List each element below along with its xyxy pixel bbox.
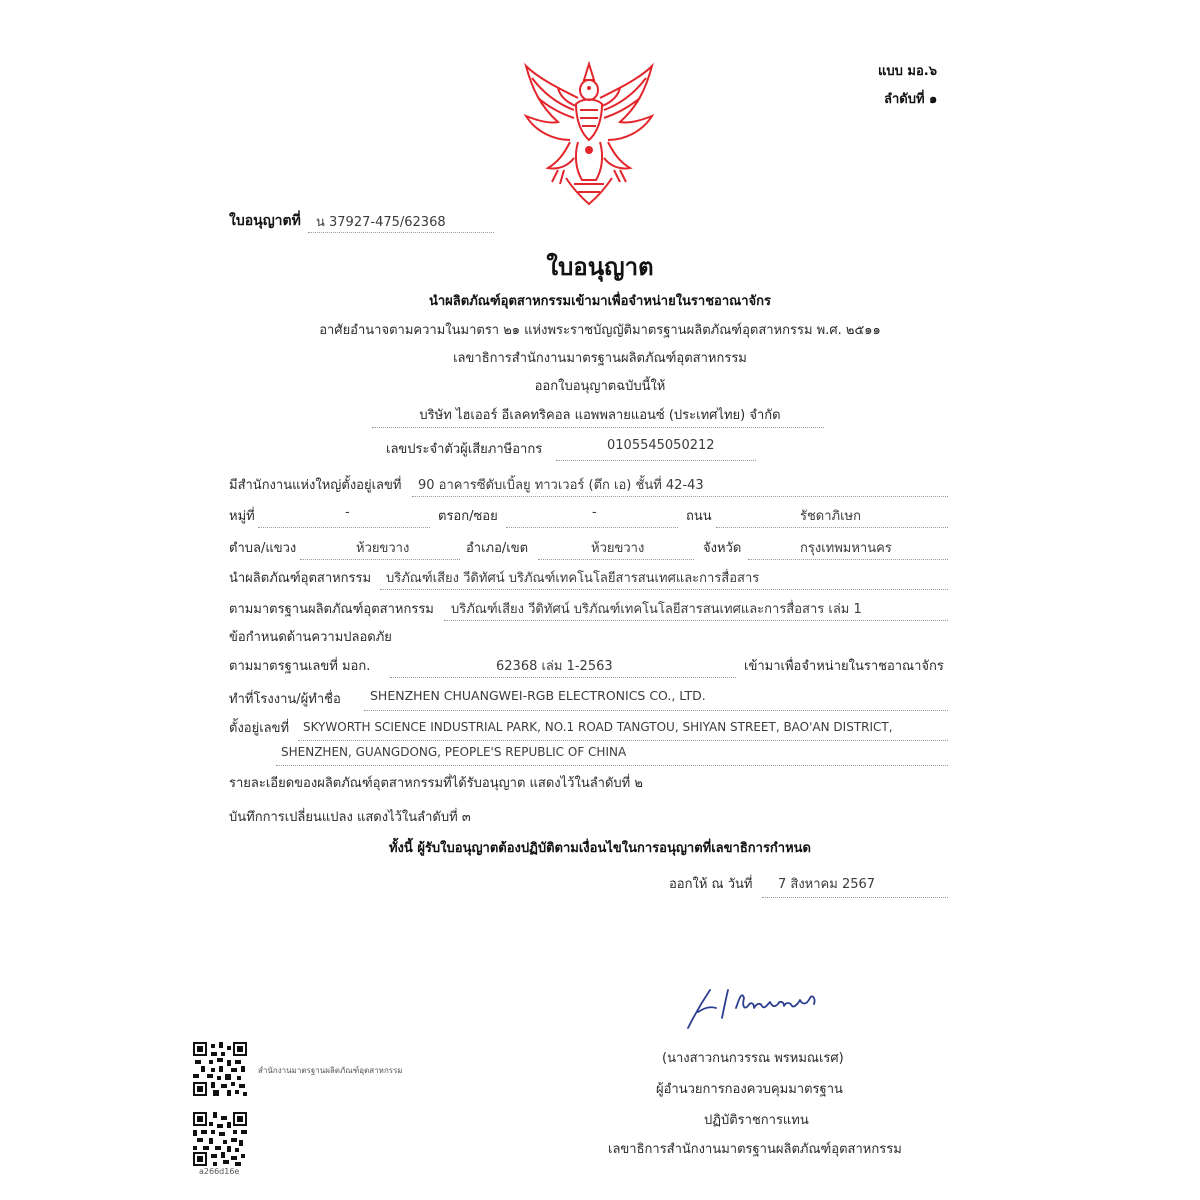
province-line — [748, 559, 948, 560]
soi-label: ตรอก/ซอย — [438, 509, 498, 524]
standard-line2: ข้อกำหนดด้านความปลอดภัย — [229, 630, 392, 645]
tambon-label: ตำบล/แขวง — [229, 541, 297, 556]
product-value: บริภัณฑ์เสียง วีดิทัศน์ บริภัณฑ์เทคโนโลยีสารสนเทศและการสื่อสาร — [386, 571, 760, 586]
factory-address-line-1: SKYWORTH SCIENCE INDUSTRIAL PARK, NO.1 ROAD TANGTOU, SHIYAN STREET, BAO'AN DISTRICT, — [303, 720, 893, 734]
road-line — [716, 527, 948, 528]
factory-value: SHENZHEN CHUANGWEI-RGB ELECTRONICS CO., LTD. — [370, 688, 706, 703]
license-no-value: น 37927-475/62368 — [316, 215, 446, 230]
license-no-label: ใบอนุญาตที่ — [229, 213, 301, 229]
factory-address-rule-2 — [276, 765, 948, 766]
amphoe-line — [538, 559, 694, 560]
province-value: กรุงเทพมหานคร — [800, 541, 892, 556]
tambon-line — [300, 559, 460, 560]
authority-line-2: เลขาธิการสำนักงานมาตรฐานผลิตภัณฑ์อุตสาหกรรม — [453, 351, 747, 366]
signatory-name: (นางสาวกนกวรรณ พรหมณเรศ) — [662, 1051, 844, 1066]
office-line — [412, 496, 948, 497]
issued-label: ออกให้ ณ วันที่ — [669, 877, 753, 892]
factory-line — [364, 710, 948, 711]
license-no-line — [308, 232, 494, 233]
qr-code-id: a266d16e — [199, 1167, 240, 1176]
form-code: แบบ มอ.๖ — [878, 64, 937, 79]
moo-line — [258, 527, 430, 528]
factory-address-rule-1 — [298, 740, 948, 741]
issued-line — [762, 897, 948, 898]
amphoe-value: ห้วยขวาง — [591, 541, 645, 556]
amphoe-label: อำเภอ/เขต — [466, 541, 529, 556]
authority-line-3: ออกใบอนุญาตฉบับนี้ให้ — [534, 379, 666, 394]
soi-value: - — [592, 505, 597, 520]
office-label: มีสำนักงานแห่งใหญ่ตั้งอยู่เลขที่ — [229, 478, 402, 493]
product-line — [380, 589, 948, 590]
standard-value: บริภัณฑ์เสียง วีดิทัศน์ บริภัณฑ์เทคโนโลยีสารสนเทศและการสื่อสาร เล่ม 1 — [451, 602, 862, 617]
signatory-position: ผู้อำนวยการกองควบคุมมาตรฐาน — [656, 1082, 843, 1097]
authority-line-1: อาศัยอำนาจตามความในมาตรา ๒๑ แห่งพระราชบัญญัติมาตรฐานผลิตภัณฑ์อุตสาหกรรม พ.ศ. ๒๕๑๑ — [319, 323, 881, 338]
qr-caption: สำนักงานมาตรฐานผลิตภัณฑ์อุตสาหกรรม — [258, 1066, 403, 1075]
moo-value: - — [345, 505, 350, 520]
tax-id-line — [556, 460, 756, 461]
page-order: ลำดับที่ ๑ — [884, 92, 938, 107]
signatory-title: เลขาธิการสำนักงานมาตรฐานผลิตภัณฑ์อุตสาหกรรม — [608, 1142, 902, 1157]
signature — [684, 978, 834, 1034]
factory-address-line-2: SHENZHEN, GUANGDONG, PEOPLE'S REPUBLIC OF CHINA — [281, 745, 627, 759]
changes-note: บันทึกการเปลี่ยนแปลง แสดงไว้ในลำดับที่ ๓ — [229, 810, 471, 825]
office-value: 90 อาคารซีดับเบิ้ลยู ทาวเวอร์ (ตึก เอ) ชั้นที่ 42-43 — [418, 478, 704, 493]
std-no-value: 62368 เล่ม 1-2563 — [496, 659, 613, 674]
company-line — [372, 427, 824, 428]
condition-note: ทั้งนี้ ผู้รับใบอนุญาตต้องปฏิบัติตามเงื่อนไขในการอนุญาตที่เลขาธิการกำหนด — [388, 841, 811, 856]
std-no-label: ตามมาตรฐานเลขที่ มอก. — [229, 659, 371, 674]
tambon-value: ห้วยขวาง — [356, 541, 410, 556]
product-label: นำผลิตภัณฑ์อุตสาหกรรม — [229, 571, 372, 586]
standard-line — [444, 620, 948, 621]
soi-line — [506, 527, 678, 528]
road-value: รัชดาภิเษก — [800, 509, 862, 524]
std-no-line — [390, 677, 736, 678]
factory-label: ทำที่โรงงาน/ผู้ทำชื่อ — [229, 692, 341, 707]
garuda-emblem — [518, 58, 660, 208]
company-name: บริษัท ไฮเออร์ อีเลคทริคอล แอพพลายแอนซ์ (ประเทศไทย) จำกัด — [419, 408, 781, 423]
signatory-acting: ปฏิบัติราชการแทน — [704, 1113, 809, 1128]
road-label: ถนน — [686, 509, 712, 524]
standard-label: ตามมาตรฐานผลิตภัณฑ์อุตสาหกรรม — [229, 602, 434, 617]
moo-label: หมู่ที่ — [229, 509, 255, 524]
document-title: ใบอนุญาต — [546, 253, 654, 281]
document-subtitle: นำผลิตภัณฑ์อุตสาหกรรมเข้ามาเพื่อจำหน่ายในราชอาณาจักร — [429, 294, 771, 309]
tax-id-value: 0105545050212 — [607, 438, 715, 453]
issued-date: 7 สิงหาคม 2567 — [778, 877, 876, 892]
qr-code-icon — [193, 1042, 247, 1096]
tax-id-label: เลขประจำตัวผู้เสียภาษีอากร — [386, 442, 543, 457]
details-note: รายละเอียดของผลิตภัณฑ์อุตสาหกรรมที่ได้รับอนุญาต แสดงไว้ในลำดับที่ ๒ — [229, 776, 643, 791]
std-no-suffix: เข้ามาเพื่อจำหน่ายในราชอาณาจักร — [744, 659, 944, 674]
factory-address-label: ตั้งอยู่เลขที่ — [229, 721, 290, 736]
qr-code-icon — [193, 1112, 247, 1166]
province-label: จังหวัด — [703, 541, 742, 556]
